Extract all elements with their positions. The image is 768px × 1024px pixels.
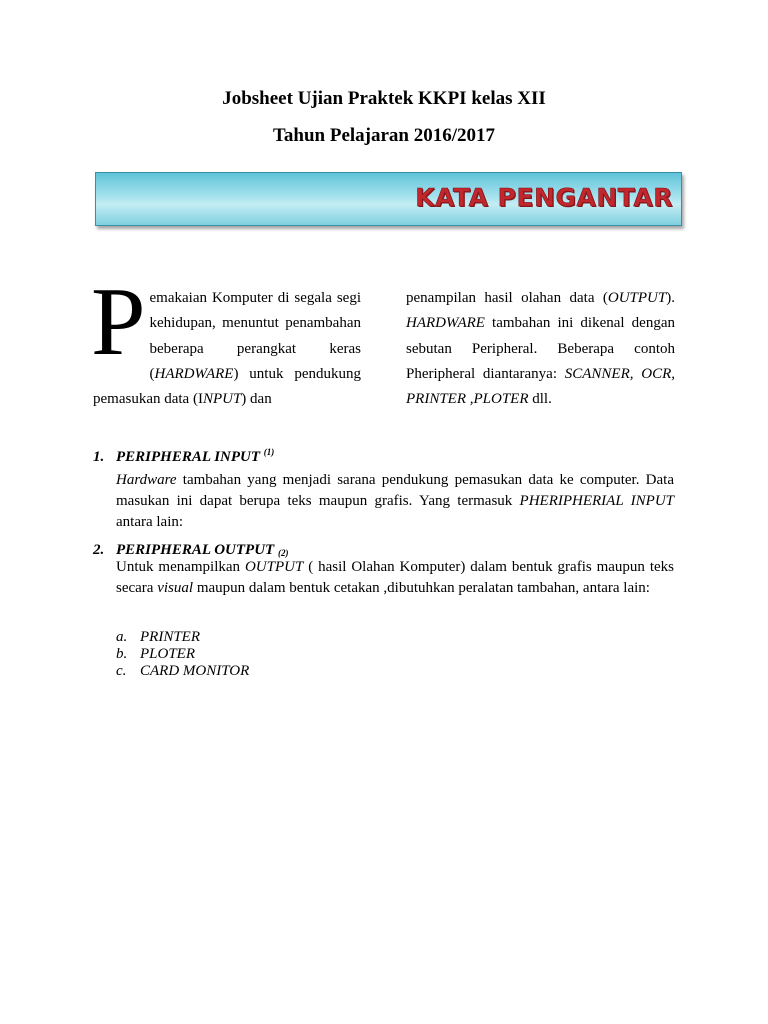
intro-right-text: tambahan ini dikenal dengan sebutan Peripheral. Beberapa contoh Pheripheral diantaranya: xyxy=(406,315,675,382)
body-italic: Hardware xyxy=(116,472,177,488)
section-body-output xyxy=(116,557,674,599)
intro-right-italic: OUTPUT xyxy=(607,290,667,306)
section-banner xyxy=(95,172,682,226)
intro-right-italic: SCANNER, OCR, PRINTER ,PLOTER xyxy=(406,365,675,408)
section-number: 1. xyxy=(93,449,105,465)
section-number: 2. xyxy=(93,542,105,558)
section-title: PERIPHERAL INPUT xyxy=(116,449,261,465)
list-item xyxy=(116,646,249,663)
drop-cap: P xyxy=(91,268,146,376)
body-text: antara lain: xyxy=(116,514,184,530)
list-item-letter: b. xyxy=(116,646,128,662)
body-text: Untuk menampilkan xyxy=(116,559,245,575)
intro-left-text: ) dan xyxy=(241,391,272,408)
section-heading-input xyxy=(93,447,274,466)
body-text: tambahan yang menjadi sarana pendukung pemasukan data ke computer. Data masukan ini dapat berupa teks maupun grafis. Yang termasuk xyxy=(116,472,674,509)
intro-right-text: ). xyxy=(666,290,675,306)
list-item-letter: c. xyxy=(116,663,127,679)
list-item xyxy=(116,663,249,680)
intro-left-italic: NPUT xyxy=(202,391,242,408)
section-body-input xyxy=(116,470,674,533)
intro-left-italic: HARDWARE xyxy=(154,365,234,382)
list-item-letter: a. xyxy=(116,629,128,645)
intro-right-text: dll. xyxy=(528,391,552,408)
document-title: Jobsheet Ujian Praktek KKPI kelas XII xyxy=(222,88,546,109)
list-item-label: CARD MONITOR xyxy=(140,663,250,679)
intro-right-column xyxy=(406,286,675,412)
section-footnote-ref: (1) xyxy=(263,447,275,457)
intro-left-text: emakaian Komputer di segala segi kehidupan, menuntut penambahan beberapa perangkat keras ( xyxy=(149,290,361,382)
body-italic: OUTPUT xyxy=(244,559,304,575)
list-item xyxy=(116,629,249,646)
banner-title: KATA PENGANTAR xyxy=(415,183,673,212)
list-item-label: PLOTER xyxy=(140,646,196,662)
section-footnote-ref: (2) xyxy=(277,548,289,558)
body-italic: visual xyxy=(157,580,194,596)
body-italic: PHERIPHERIAL INPUT xyxy=(519,493,675,509)
intro-left-text: ) untuk pendukung pemasukan data (I xyxy=(93,365,361,408)
intro-right-text: penampilan hasil olahan data ( xyxy=(406,290,608,306)
list-item-label: PRINTER xyxy=(140,629,200,645)
intro-right-italic: HARDWARE xyxy=(406,315,485,332)
intro-left-column xyxy=(91,268,361,412)
body-text: ( hasil Olahan Komputer) dalam bentuk grafis maupun teks secara xyxy=(116,559,674,596)
output-device-list xyxy=(116,629,249,680)
section-title: PERIPHERAL OUTPUT xyxy=(116,542,275,558)
body-text: maupun dalam bentuk cetakan ,dibutuhkan peralatan tambahan, antara lain: xyxy=(193,580,650,596)
document-subtitle: Tahun Pelajaran 2016/2017 xyxy=(272,125,496,146)
